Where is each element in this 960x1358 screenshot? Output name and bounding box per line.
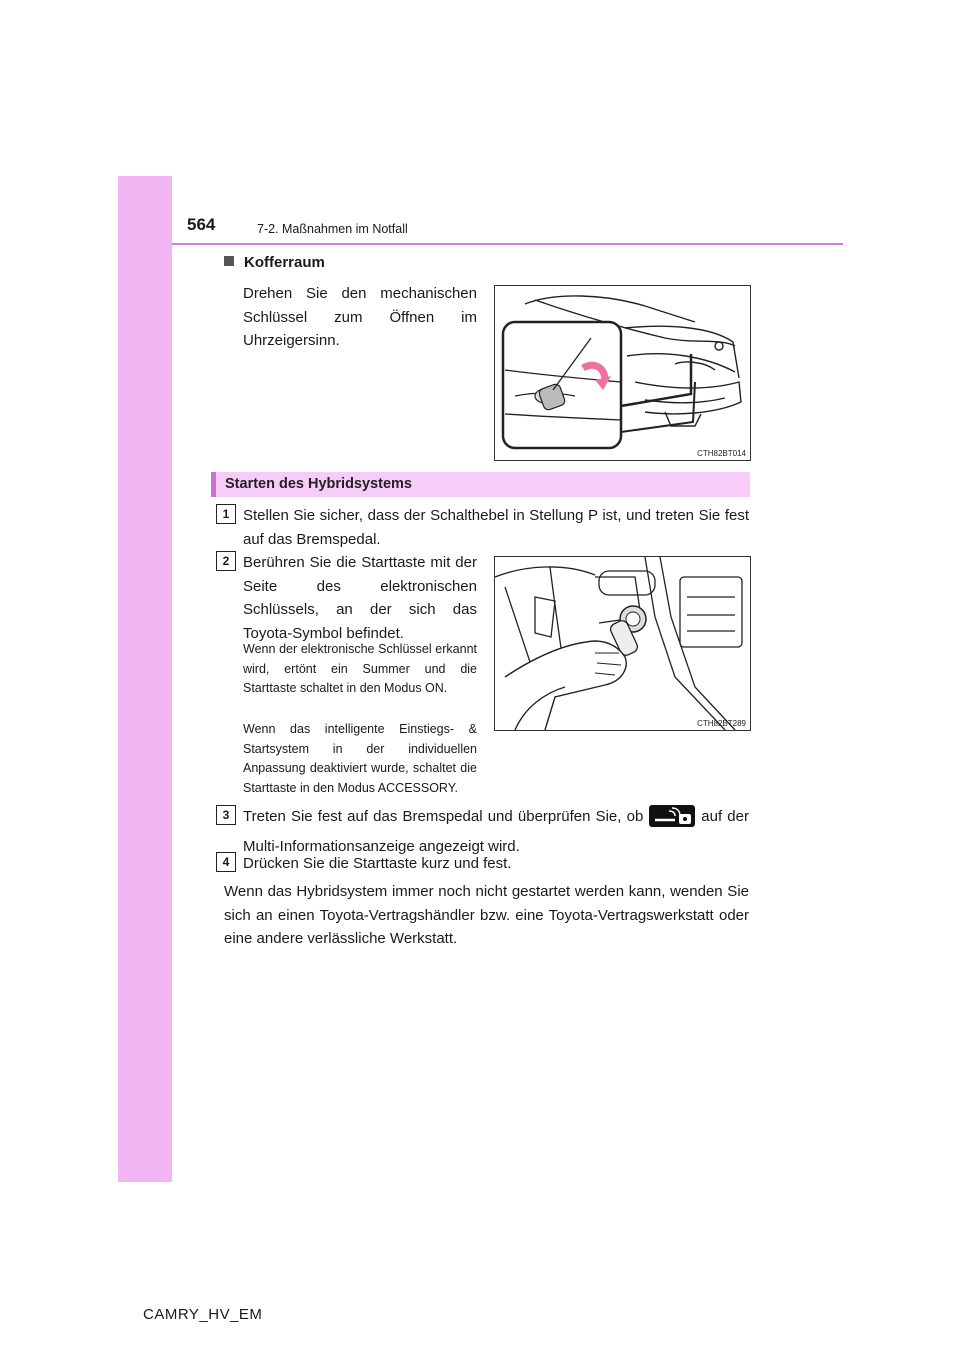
chapter-title: 7-2. Maßnahmen im Notfall [257,222,408,236]
kofferraum-title: Kofferraum [244,254,325,271]
step-3-text-before: Treten Sie fest auf das Bremspedal und überprüfen Sie, ob [243,808,644,825]
sidebar-band [118,176,172,1182]
key-indicator-icon [649,805,695,835]
kofferraum-text: Drehen Sie den mechanischen Schlüssel zum Öffnen im Uhrzeigersinn. [243,285,477,349]
step-4-text: Drücken Sie die Starttaste kurz und fest. [243,855,512,872]
step-number-1: 1 [216,504,236,524]
header-divider [172,243,843,245]
closing-paragraph: Wenn das Hybridsystem immer noch nicht gestartet werden kann, wenden Sie sich an einen Toyota-Vertragshändler bzw. eine Toyota-Vertragswerkstatt oder eine andere verlässliche Werkstatt. [224,883,749,947]
kofferraum-heading [224,254,325,271]
step-3-text-after: auf der Multi-Informationsanzeige angezeigt wird. [243,808,749,855]
footer-model-code: CAMRY_HV_EM [143,1306,263,1323]
page-number: 564 [187,215,216,234]
step-number-3: 3 [216,805,236,825]
figure-code: CTH82BT289 [697,719,746,728]
step-1-text: Stellen Sie sicher, dass der Schalthebel in Stellung P ist, und treten Sie fest auf das Bremspedal. [243,507,749,548]
step-2-text: Berühren Sie die Starttaste mit der Seite des elektronischen Schlüssels, an der sich das Toyota-Symbol befindet. [243,554,477,642]
start-button-illustration [495,557,750,730]
step-number-4: 4 [216,852,236,872]
figure-code: CTH82BT014 [697,449,746,458]
trunk-key-figure [494,285,751,461]
section-banner [211,472,750,497]
banner-accent [211,472,216,497]
trunk-illustration [495,286,750,460]
step-2-note-accessory: Wenn das intelligente Einstiegs- & Startsystem in der individuellen Anpassung deaktiviert wurde, schaltet die Starttaste in den Modus ACCESSORY. [243,722,477,795]
step-3-text [243,805,749,858]
step-2-note-on: Wenn der elektronische Schlüssel erkannt wird, ertönt ein Summer und die Starttaste schaltet in den Modus ON. [243,642,477,695]
step-number-2: 2 [216,551,236,571]
square-bullet-icon [224,256,234,266]
section-title: Starten des Hybridsystems [225,476,412,492]
start-button-figure [494,556,751,731]
